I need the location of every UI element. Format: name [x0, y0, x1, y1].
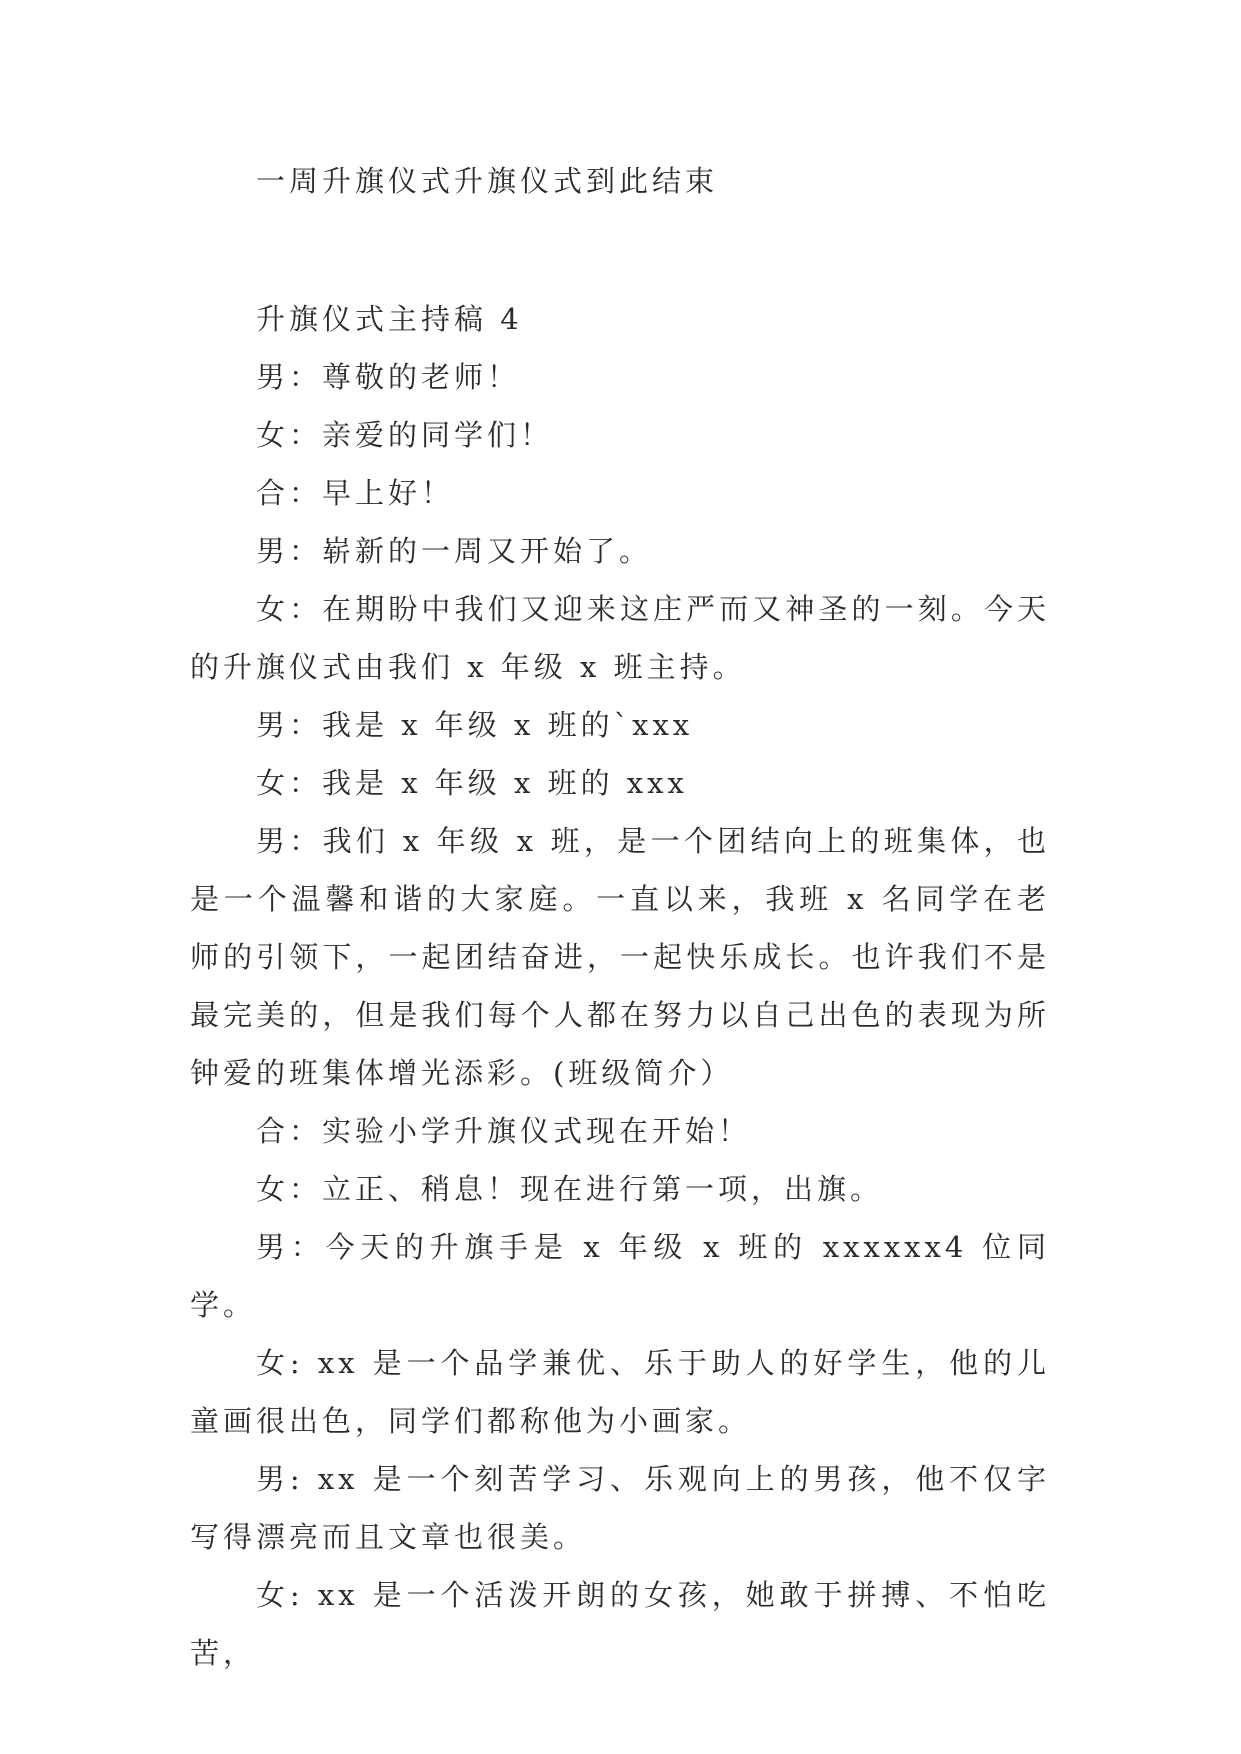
script-line: 女：在期盼中我们又迎来这庄严而又神圣的一刻。今天的升旗仪式由我们 x 年级 x 班主持。	[190, 592, 1050, 684]
section-title: 升旗仪式主持稿 4	[256, 302, 523, 336]
script-line: 男: xx 是一个刻苦学习、乐观向上的男孩，他不仅字写得漂亮而且文章也很美。	[190, 1462, 1050, 1554]
document-body	[190, 152, 1050, 1682]
script-line: 男：今天的升旗手是 x 年级 x 班的 xxxxxx4 位同学。	[190, 1230, 1050, 1322]
script-line: 女：立正、稍息！现在进行第一项，出旗。	[256, 1172, 884, 1206]
script-line: 合：早上好！	[256, 476, 455, 510]
paragraph-spacer	[190, 210, 1050, 290]
closing-line: 一周升旗仪式升旗仪式到此结束	[256, 164, 719, 198]
script-line: 女: xx 是一个品学兼优、乐于助人的好学生，他的儿童画很出色，同学们都称他为小画家。	[190, 1346, 1050, 1438]
script-line: 男：尊敬的老师！	[256, 360, 521, 394]
script-line: 女: xx 是一个活泼开朗的女孩，她敢于拼搏、不怕吃苦，	[190, 1578, 1050, 1670]
script-line: 男：我是 x 年级 x 班的`xxx	[256, 708, 694, 742]
script-line: 男：崭新的一周又开始了。	[256, 534, 653, 568]
script-line: 女：我是 x 年级 x 班的 xxx	[256, 766, 688, 800]
script-line: 女：亲爱的同学们！	[256, 418, 554, 452]
script-line: 男：我们 x 年级 x 班，是一个团结向上的班集体，也是一个温馨和谐的大家庭。一直以来，我班 x 名同学在老师的引领下，一起团结奋进，一起快乐成长。也许我们不是最完美的，但是我们每个人都在努力以自己出色的表现为所钟爱的班集体增光添彩。(班级简介）	[190, 824, 1050, 1090]
script-line: 合：实验小学升旗仪式现在开始！	[256, 1114, 752, 1148]
